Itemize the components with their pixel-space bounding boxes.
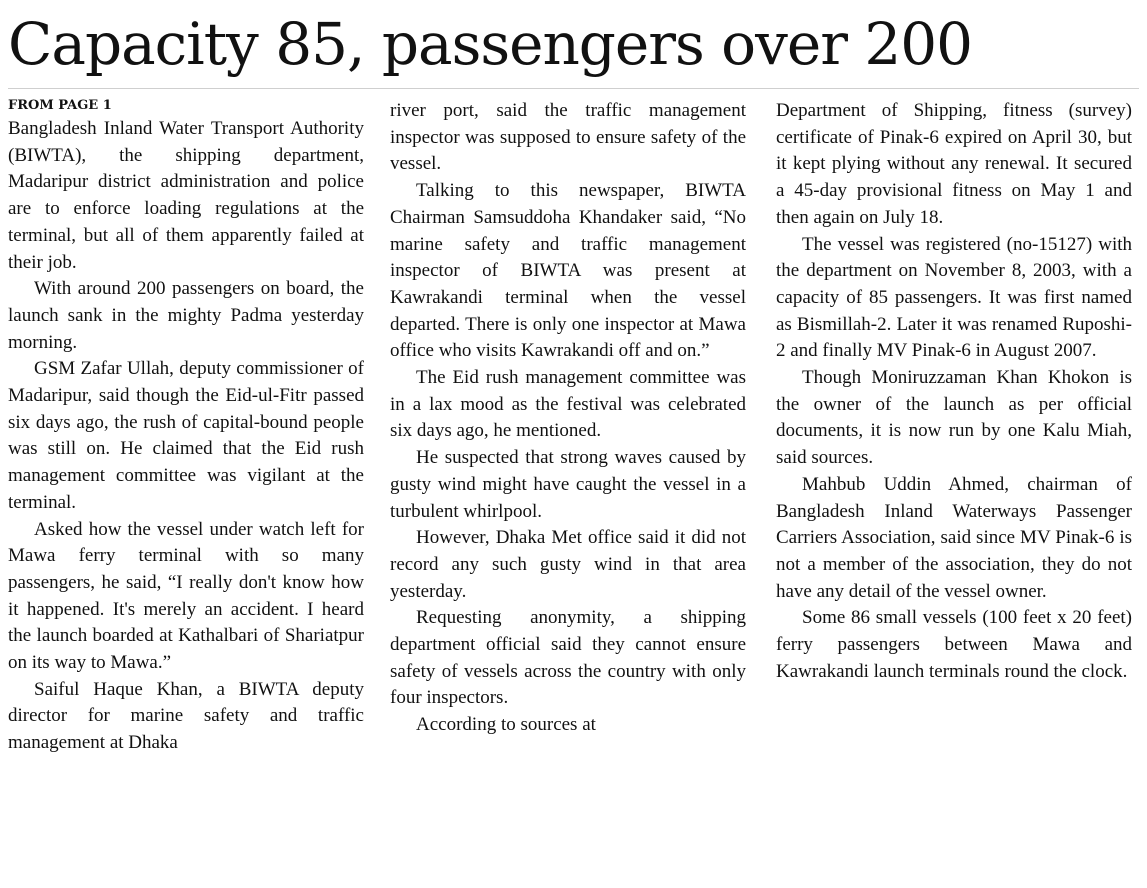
from-page-label: FROM PAGE 1 (8, 98, 112, 113)
paragraph: Bangladesh Inland Water Transport Authority (BIWTA), the shipping department, Madaripur district administration and police are to enforce loading regulations at the terminal, but all of them apparently failed at their job. (8, 118, 364, 273)
paragraph: The vessel was registered (no-15127) with the department on November 8, 2003, with a capacity of 85 passengers. It was first named as Bismillah-2. Later it was renamed Ruposhi-2 and finally MV Pinak-6 in August 2007. (776, 233, 1132, 362)
paragraph: The Eid rush management committee was in a lax mood as the festival was celebrated six days ago, he mentioned. (390, 367, 746, 442)
paragraph: He suspected that strong waves caused by gusty wind might have caught the vessel in a turbulent whirlpool. (390, 447, 746, 522)
paragraph: Requesting anonymity, a shipping department official said they cannot ensure safety of vessels across the country with only four inspectors. (390, 607, 746, 709)
paragraph: However, Dhaka Met office said it did not record any such gusty wind in that area yesterday. (390, 527, 746, 602)
paragraph: Saiful Haque Khan, a BIWTA deputy director for marine safety and traffic management at Dhaka (8, 678, 364, 754)
headline: Capacity 85, passengers over 200 (8, 10, 973, 78)
paragraph: Department of Shipping, fitness (survey) certificate of Pinak-6 expired on April 30, but it kept plying without any renewal. It secured a 45-day provisional fitness on May 1 and then again on July 18. (776, 100, 1132, 228)
paragraph: GSM Zafar Ullah, deputy commissioner of Madaripur, said though the Eid-ul-Fitr passed six days ago, the rush of capital-bound people was still on. He claimed that the Eid rush management committee was vigilant at the terminal. (8, 358, 364, 513)
paragraph: Talking to this newspaper, BIWTA Chairman Samsuddoha Khandaker said, “No marine safety and traffic management inspector of BIWTA was present at Kawrakandi terminal when the vessel departed. There is only one inspector at Mawa office who visits Kawrakandi off and on.” (390, 180, 746, 362)
article-column-2 (390, 98, 746, 739)
article-column-3 (776, 98, 1132, 685)
paragraph: With around 200 passengers on board, the launch sank in the mighty Padma yesterday morning. (8, 278, 364, 353)
paragraph: Asked how the vessel under watch left for Mawa ferry terminal with so many passengers, he said, “I really don't know how it happened. It's merely an accident. I heard the launch boarded at Kathalbari of Shariatpur on its way to Mawa.” (8, 518, 364, 674)
paragraph: Some 86 small vessels (100 feet x 20 feet) ferry passengers between Mawa and Kawrakandi launch terminals round the clock. (776, 607, 1132, 682)
headline-rule (8, 88, 1139, 89)
article-column-1 (8, 98, 364, 757)
paragraph: According to sources at (416, 714, 596, 736)
paragraph: river port, said the traffic management inspector was supposed to ensure safety of the vessel. (390, 100, 746, 175)
paragraph: Mahbub Uddin Ahmed, chairman of Bangladesh Inland Waterways Passenger Carriers Association, said since MV Pinak-6 is not a member of the association, they do not have any detail of the vessel owner. (776, 473, 1132, 602)
paragraph: Though Moniruzzaman Khan Khokon is the owner of the launch as per official documents, it is now run by one Kalu Miah, said sources. (776, 367, 1132, 469)
